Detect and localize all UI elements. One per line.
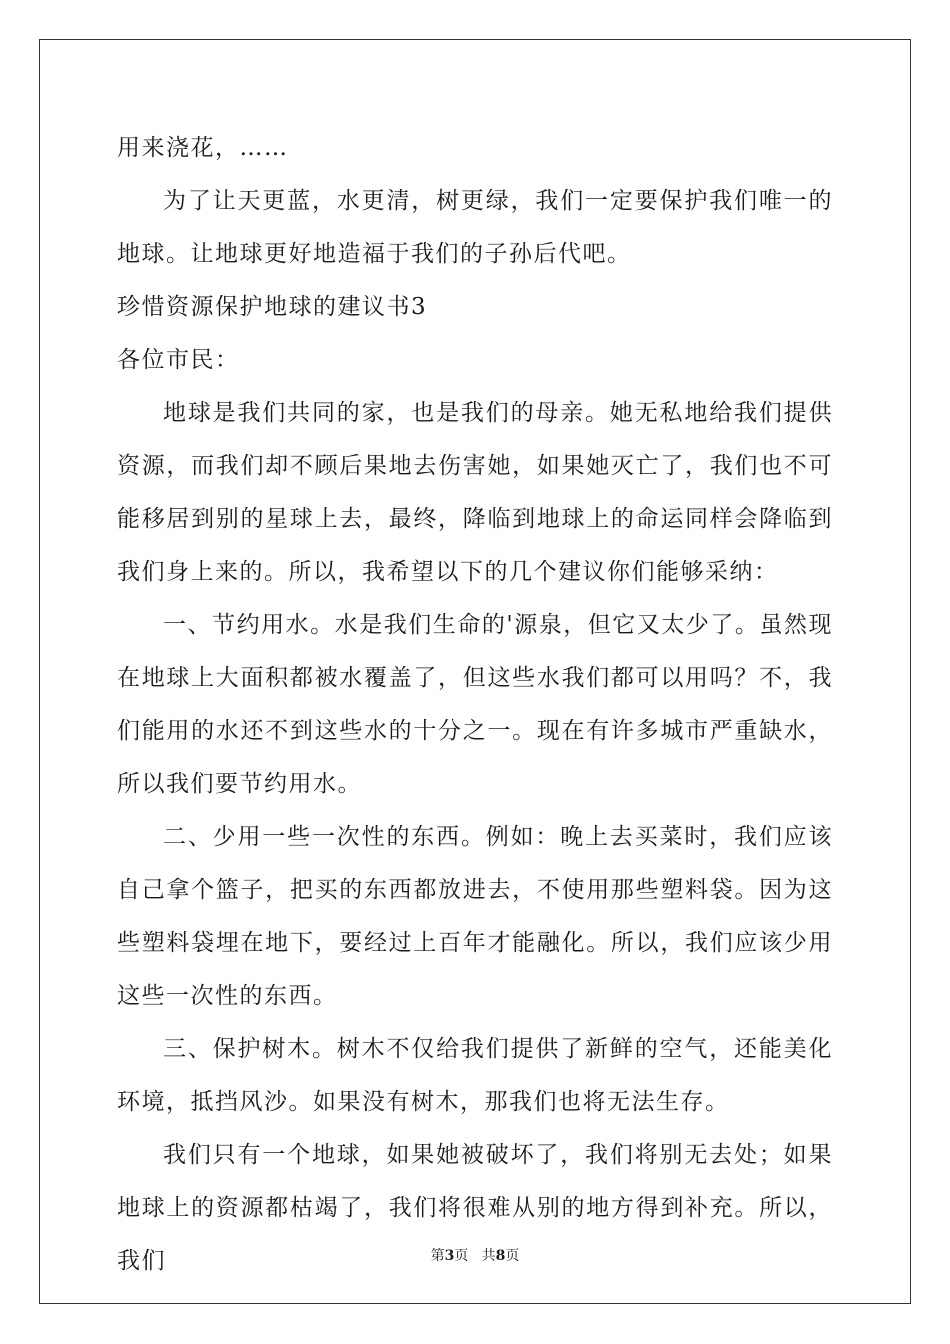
paragraph-suggestion-1: 一、节约用水。水是我们生命的'源泉，但它又太少了。虽然现在地球上大面积都被水覆盖了，但这些水我们都可以用吗？不，我们能用的水还不到这些水的十分之一。现在有许多城市严重缺水，所以我们要节约用水。 <box>117 612 833 797</box>
paragraph-suggestion-3: 三、保护树木。树木不仅给我们提供了新鲜的空气，还能美化环境，抵挡风沙。如果没有树木，那我们也将无法生存。 <box>117 1036 833 1115</box>
paragraph-closing: 为了让天更蓝，水更清，树更绿，我们一定要保护我们唯一的地球。让地球更好地造福于我们的子孙后代吧。 <box>117 188 833 267</box>
paragraph-continuation: 用来浇花，…… <box>117 135 289 161</box>
page-footer <box>0 1245 950 1265</box>
paragraph-conclusion: 我们只有一个地球，如果她被破坏了，我们将别无去处；如果地球上的资源都枯竭了，我们将很难从别的地方得到补充。所以，我们 <box>117 1142 833 1274</box>
paragraph-intro: 地球是我们共同的家，也是我们的母亲。她无私地给我们提供资源，而我们却不顾后果地去伤害她，如果她灭亡了，我们也不可能移居到别的星球上去，最终，降临到地球上的命运同样会降临到我们身上来的。所以，我希望以下的几个建议你们能够采纳： <box>117 400 833 585</box>
page-number: 3 <box>444 1248 455 1264</box>
page-suffix: 页 <box>454 1248 469 1264</box>
page-prefix: 第 <box>430 1248 445 1264</box>
salutation: 各位市民： <box>117 347 240 373</box>
section-title: 珍惜资源保护地球的建议书3 <box>117 294 428 320</box>
total-prefix: 共 <box>481 1248 496 1264</box>
total-suffix: 页 <box>505 1248 520 1264</box>
document-body <box>117 122 833 1288</box>
total-pages: 8 <box>495 1248 506 1264</box>
paragraph-suggestion-2: 二、少用一些一次性的东西。例如：晚上去买菜时，我们应该自己拿个篮子，把买的东西都放进去，不使用那些塑料袋。因为这些塑料袋埋在地下，要经过上百年才能融化。所以，我们应该少用这些一次性的东西。 <box>117 824 833 1009</box>
